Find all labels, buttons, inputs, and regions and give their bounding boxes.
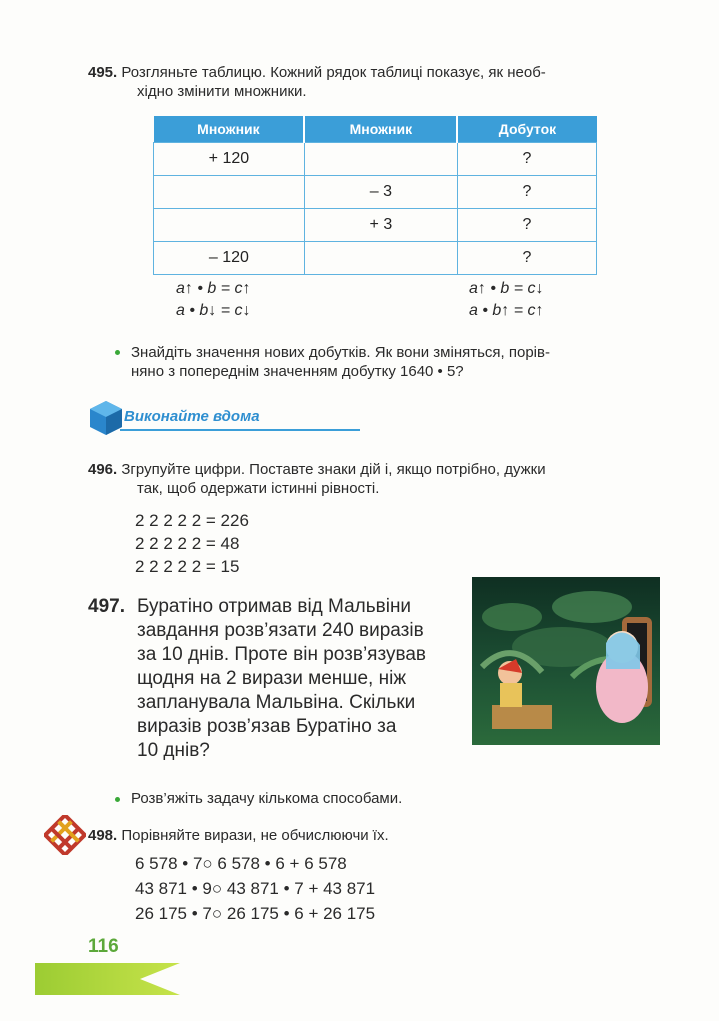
exercise-number: 495. [88,64,118,81]
exercise-text: Згрупуйте цифри. Поставте знаки дій і, якщо потрібно, дужки [121,461,546,478]
table-cell: ? [457,143,596,176]
page-band-tip [140,963,180,995]
exercise-498-heading [88,826,389,845]
exercise-497-text [137,595,462,763]
home-section-label: Виконайте вдома [124,408,260,425]
header-factor-1: Множник [154,116,305,143]
exercise-495-heading [88,63,668,82]
story-line: запланувала Мальвіна. Скільки [137,692,416,713]
exercise-496-text-line2: так, щоб одержати істинні рівності. [137,480,380,497]
comparison-left: 43 871 • 9 [135,879,212,898]
exercise-number: 496. [88,461,118,478]
formula-left-2: a • b↓ = c↓ [176,302,251,319]
cube-icon [88,399,124,437]
table-cell: ? [457,209,596,242]
equation-1: 2 2 2 2 2 = 226 [135,511,249,530]
home-divider [120,429,360,431]
exercise-number: 498. [88,827,118,844]
exercise-text: Розгляньте таблицю. Кожний рядок таблиці показує, як необ- [121,64,546,81]
table-cell [304,143,457,176]
comparison-circle: ○ [211,904,223,923]
table-cell: + 120 [154,143,305,176]
table-cell: ? [457,242,596,275]
exercise-495-text-line2: хідно змінити множники. [137,83,307,100]
comparison-right: 6 578 • 6 + 6 578 [217,854,347,873]
comparison-circle: ○ [202,854,213,873]
story-line: Буратіно отримав від Мальвіни [137,596,412,617]
comparison-left: 6 578 • 7 [135,854,203,873]
comparison-3 [135,902,375,925]
comparison-left: 26 175 • 7 [135,904,212,923]
table-cell [304,242,457,275]
story-line: щодня на 2 вирази менше, ніж [137,668,407,689]
table-cell [154,209,305,242]
task-497: Розв’яжіть задачу кількома способами. [131,790,403,807]
exercise-497-number [88,595,125,619]
knot-icon [44,815,86,855]
table-cell: ? [457,176,596,209]
comparison-right: 43 871 • 7 + 43 871 [226,879,376,898]
equation-2: 2 2 2 2 2 = 48 [135,534,240,553]
comparison-2 [135,877,375,900]
table-row [154,176,597,209]
header-product: Добуток [457,116,596,143]
formula-right-1: a↑ • b = c↓ [469,280,544,297]
table-row [154,143,597,176]
task-495-line1: Знайдіть значення нових добутків. Як вони зміняться, порів- [131,344,550,361]
story-line: 10 днів? [137,740,210,761]
story-line: виразів розв’язав Буратіно за [137,716,397,737]
bullet-icon [115,797,120,802]
multiplication-table [153,116,597,275]
buratino-malvina-illustration [472,577,660,745]
exercise-496-heading [88,460,678,479]
story-line: завдання розв’язати 240 виразів [137,620,424,641]
page-number: 116 [88,936,119,957]
equation-3: 2 2 2 2 2 = 15 [135,557,240,576]
story-line: за 10 днів. Проте він розв’язував [137,644,426,665]
table-row [154,209,597,242]
comparison-right: 26 175 • 6 + 26 175 [226,904,376,923]
table-row [154,242,597,275]
formula-left-1: a↑ • b = c↑ [176,280,251,297]
bullet-icon [115,350,120,355]
exercise-text: Порівняйте вирази, не обчислюючи їх. [121,827,389,844]
comparison-1 [135,852,347,875]
table-cell: – 120 [154,242,305,275]
exercise-number: 497. [88,596,125,617]
table-cell: + 3 [304,209,457,242]
task-495-line2: няно з попереднім значенням добутку 1640 • 5? [131,363,464,380]
table-cell [154,176,305,209]
header-factor-2: Множник [304,116,457,143]
table-cell: – 3 [304,176,457,209]
comparison-circle: ○ [211,879,223,898]
formula-right-2: a • b↑ = c↑ [469,302,544,319]
